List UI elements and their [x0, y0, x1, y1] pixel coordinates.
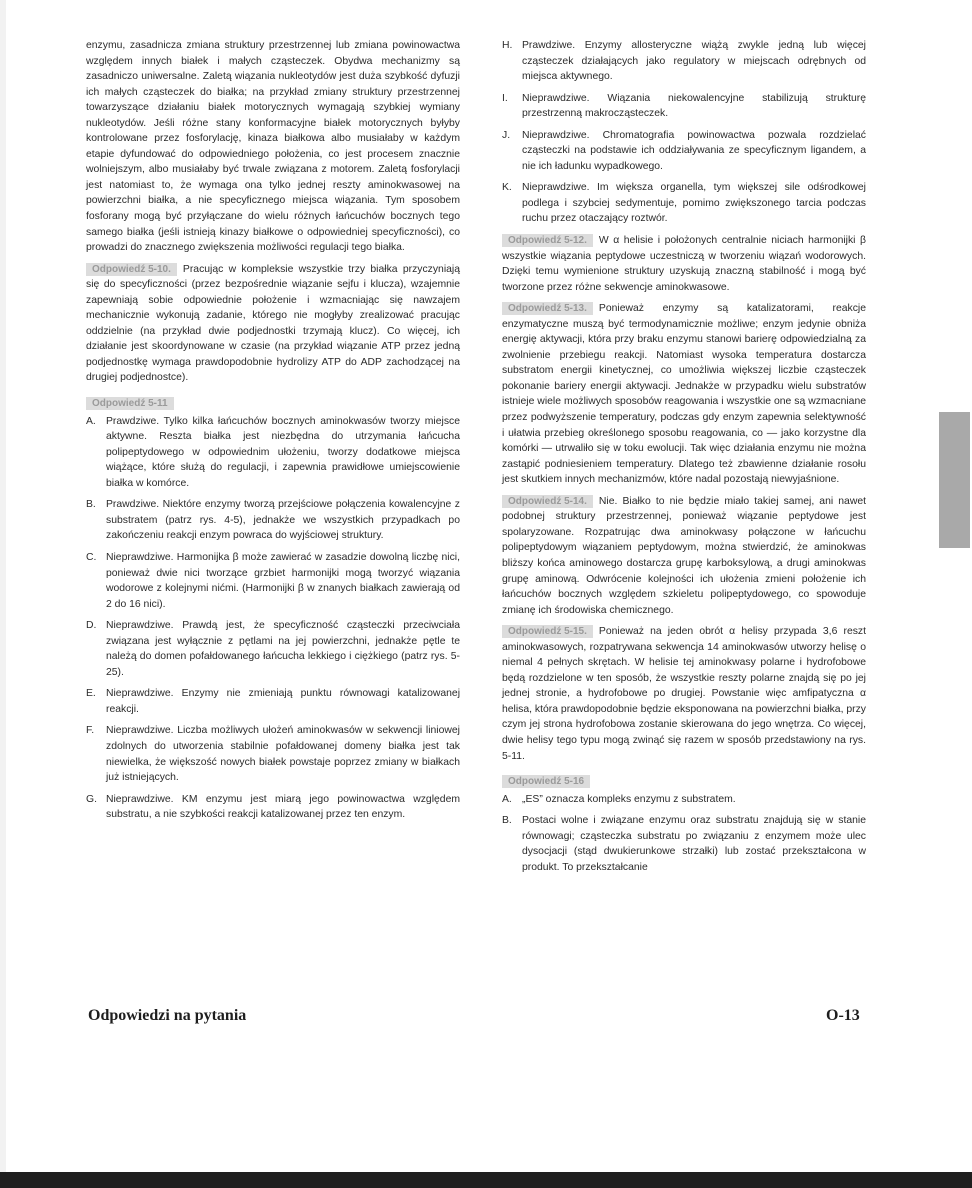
list-item — [502, 180, 866, 227]
list-item — [502, 792, 866, 808]
answer-label-5-10: Odpowiedź 5-10. — [86, 263, 177, 276]
item-text: Nieprawdziwe. Enzymy nie zmieniają punktu równowagi katalizowanej reakcji. — [106, 688, 460, 715]
item-letter: A. — [502, 793, 512, 805]
list-item — [86, 497, 460, 544]
item-text: Nieprawdziwe. Wiązania niekowalencyjne stabilizują strukturę przestrzenną makrocząsteczek. — [522, 92, 866, 120]
list-item — [86, 618, 460, 680]
item-text: Prawdziwe. Tylko kilka łańcuchów bocznych aminokwasów tworzy miejsce aktywne. Reszta białka jest niezbędna do utrzymania łańcucha polipeptydowego w odpowiednim ułożeniu, tworzy dodatkowe miejsca wiążące, które służą do regulacji, i zapewnia prawidłowe umiejscowienie białka w komórce. — [106, 415, 460, 489]
scan-bottom-edge — [0, 1172, 972, 1188]
item-text: Nieprawdziwe. Chromatografia powinowactwa pozwala rozdzielać cząsteczki na podstawie ich oddziaływania ze specyficznym ligandem, a nie ich ładunku wypadkowego. — [522, 129, 866, 172]
list-item — [502, 813, 866, 875]
answer-5-12 — [502, 233, 866, 295]
answer-5-10-text: Pracując w kompleksie wszystkie trzy białka przyczyniają się do specyficzności (przez bezpośrednie wiązanie sejfu i klucza), wzajemnie zapewniają sobie odpowiednie położenie i wzmacniając się nawzajem mechanicznie wykonują zadanie, którego nie mogłyby zrealizować pracując oddzielnie (na przykład dwie podjednostki trzymają klucz). Co więcej, ich działanie jest skoordynowane w czasie (na przykład wiązanie ATP przez jedną podjednostkę wymaga prawdopodobnie hydrolizy ATP do ADP zachodzącej na drugiej podjednostce). — [86, 263, 460, 384]
list-item — [86, 550, 460, 612]
answer-5-15-text: Ponieważ na jeden obrót α helisy przypada 3,6 reszt aminokwasowych, rozpatrywana sekwencja 14 aminokwasów utworzy helisę o niemal 4 pełnych skrętach. W helisie tej aminokwasy polarne i hydrofobowe będą rozdzielone w ten sposób, że wszystkie reszty polarne znajdą się po jej jednej stronie, a hydrofobowe po drugiej. Powstanie więc amfipatyczna α helisa, która prawdopodobnie będzie eksponowana na powierzchni białka, przy czym jej strona hydrofobowa zostanie skierowana do jego wnętrza. Co więcej, dwie helisy tego typu mogą zwinąć się razem w sposób przedstawiony na rys. 5-11. — [502, 626, 866, 762]
paragraph-intro: enzymu, zasadnicza zmiana struktury przestrzennej lub zmiana powinowactwa względem innych białek i małych cząsteczek. Obydwa mechanizmy są zasadniczo uniwersalne. Zaletą wiązania nukleotydów jest duża szybkość dyfuzji ich małych cząsteczek do białka; na przykład zmiany struktury przestrzennej towarzyszące działaniu białek motorycznych wymagają szybkiej wymiany nukleotydów. Jeśli różne stany konformacyjne białek motorycznych byłyby kontrolowane przez fosforylację, kinaza białkowa albo musiałaby w każdym etapie dyfundować do odpowiedniego położenia, co jest procesem znacznie wolniejszym, albo musiałaby być trwale związana z motorem. Zaletą fosforylacji jest natomiast to, że wymaga ona tylko jednej reszty aminokwasowej na powierzchni białka, a nie specyficznego miejsca wiązania. Tym sposobem fosforany mogą być przyłączane do wielu różnych łańcuchów bocznych tego samego białka (jeśli istnieją kinazy białkowe o odpowiedniej specyficzności), co prowadzi do znacznego zwiększenia możliwości regulacji tego białka. — [86, 40, 460, 254]
answer-5-15 — [502, 624, 866, 764]
list-item — [502, 91, 866, 122]
answer-5-13-text: Ponieważ enzymy są katalizatorami, reakcje enzymatyczne muszą być termodynamicznie możliwe; enzym jedynie obniża energię aktywacji, która przy braku enzymu stanowi barierę odpowiedzialną za zwolnienie przebiegu reakcji. Natomiast wysoka temperatura dostarcza substratom energii kinetycznej, co umożliwia większej liczbie cząsteczek pokonanie bariery energii aktywacji. Jednakże w przypadku wielu substratów istnieje wiele możliwych sposobów reagowania i wszystkie one są wzmacniane przez podwyższenie temperatury, podczas gdy enzym zapewnia selektywność i ułatwia przebieg określonego sposobu reagowania, co — jako korzystne dla komórki — utrwaliło się w toku ewolucji. Tak więc działania enzymu nie można zastąpić podniesieniem temperatury. Dlatego też zbawienne działanie rosołu jest skutkiem innych mechanizmów, które nadal pozostają niewyjaśnione. — [502, 303, 866, 486]
item-letter: A. — [86, 415, 96, 427]
answer-label-5-14: Odpowiedź 5-14. — [502, 495, 593, 508]
list-item — [86, 792, 460, 823]
answer-5-13 — [502, 301, 866, 488]
item-letter: C. — [86, 551, 97, 563]
answer-5-14 — [502, 494, 866, 618]
answer-5-12-text: W α helisie i położonych centralnie niciach harmonijki β wszystkie wiązania peptydowe uczestniczą w tworzeniu wiązań wodorowych. Dzięki temu wymienione struktury uzyskują znaczną stabilność i mogą być tworzone przez różne sekwencje aminokwasowe. — [502, 235, 866, 293]
left-column — [86, 38, 460, 829]
page-edge — [0, 0, 6, 1188]
item-letter: B. — [502, 815, 512, 827]
item-letter: K. — [502, 182, 512, 194]
answer-label-5-16: Odpowiedź 5-16 — [502, 775, 590, 788]
right-column — [502, 38, 866, 881]
answer-5-14-text: Nie. Białko to nie będzie miało takiej samej, ani nawet podobnej struktury przestrzennej, ponieważ wiązanie peptydowe jest spolaryzowane. Rozpatrując dwa aminokwasy połączone w łańcuchu polipeptydowym wiązaniem peptydowym, można stwierdzić, że aminokwas bliższy końca aminowego dostarcza grupę karboksylową, a drugi aminokwas grupę aminową. Odwrócenie kolejności ich ułożenia zmieni położenie ich łańcuchów bocznych względem szkieletu polipeptydowego, co spowoduje zmianę ich środowiska chemicznego. — [502, 495, 866, 616]
answer-label-5-15: Odpowiedź 5-15. — [502, 625, 593, 638]
answer-label-5-13: Odpowiedź 5-13. — [502, 302, 593, 315]
item-text: Prawdziwe. Enzymy allosteryczne wiążą zwykle jedną lub więcej cząsteczek działających jako regulatory w miejscach odrębnych od miejsca aktywnego. — [522, 40, 866, 83]
item-letter: D. — [86, 620, 97, 632]
item-text: Prawdziwe. Niektóre enzymy tworzą przejściowe połączenia kowalencyjne z substratem (patrz rys. 4-5), jednakże we wszystkich przypadkach po zakończeniu reakcji enzym powraca do wyjściowej struktury. — [106, 499, 460, 542]
item-text: Postaci wolne i związane enzymu oraz substratu znajdują się w stanie równowagi; cząsteczka substratu po związaniu z enzymem może ulec dysocjacji (stąd dwukierunkowe strzałki) lub zostać przekształcona w produkt. To przekształcanie — [522, 815, 866, 873]
footer-section-title: Odpowiedzi na pytania — [88, 1007, 247, 1024]
item-letter: G. — [86, 793, 97, 805]
list-item — [502, 38, 866, 85]
page-number: O-13 — [826, 1007, 860, 1024]
list-item — [502, 128, 866, 175]
list-item — [86, 686, 460, 717]
item-letter: I. — [502, 92, 508, 104]
list-item — [86, 723, 460, 785]
item-text: Nieprawdziwe. Harmonijka β może zawierać w zasadzie dowolną liczbę nici, ponieważ dwie nici tworzące grzbiet harmonijki mogą tworzyć wiązania wodorowe z kolejnymi nićmi. (Harmonijki β w znanych białkach zawierają od 2 do 16 nici). — [106, 551, 460, 610]
list-item — [86, 414, 460, 492]
item-text: Nieprawdziwe. Liczba możliwych ułożeń aminokwasów w sekwencji liniowej zdolnych do utworzenia stabilnie pofałdowanej domeny białka jest tak niewielka, że większość nowych białek powstaje poprzez zmiany w białkach już istniejących. — [106, 725, 460, 784]
item-text: „ES” oznacza kompleks enzymu z substratem. — [522, 793, 736, 805]
item-letter: F. — [86, 725, 95, 737]
answer-label-5-11: Odpowiedź 5-11 — [86, 397, 174, 410]
answer-5-10 — [86, 262, 460, 386]
item-letter: J. — [502, 129, 511, 141]
item-letter: E. — [86, 688, 96, 700]
item-text: Nieprawdziwe. KM enzymu jest miarą jego powinowactwa względem substratu, a nie szybkości reakcji katalizowanej przez ten enzym. — [106, 793, 460, 821]
item-letter: H. — [502, 40, 513, 51]
item-text: Nieprawdziwe. Prawdą jest, że specyficzność cząsteczki przeciwciała związana jest wyłącznie z pętlami na jej powierzchni, jednakże pętle te należą do domen pofałdowanego łańcucha lekkiego i ciężkiego (patrz rys. 5-25). — [106, 620, 460, 678]
chapter-thumb-tab — [939, 412, 970, 548]
answer-label-5-12: Odpowiedź 5-12. — [502, 234, 593, 247]
item-text: Nieprawdziwe. Im większa organella, tym większej sile odśrodkowej podlega i szybciej sedymentuje, pomimo zwiększonego tarcia podczas ruchu przez otaczający roztwór. — [522, 182, 866, 225]
item-letter: B. — [86, 499, 96, 511]
